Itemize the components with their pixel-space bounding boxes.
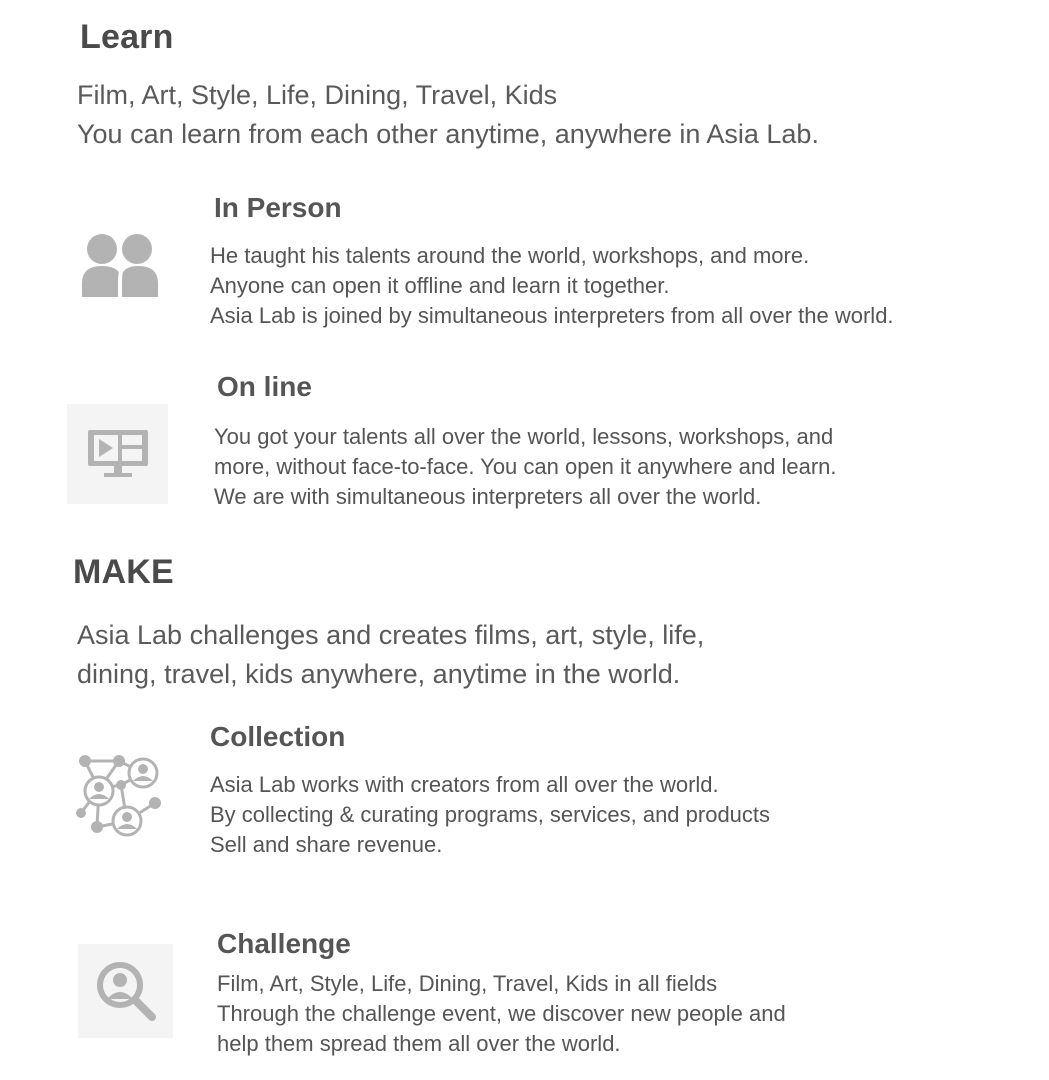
learn-lead-line: Film, Art, Style, Life, Dining, Travel, Kids: [77, 80, 558, 110]
in-person-line: Anyone can open it offline and learn it together.: [210, 273, 670, 298]
challenge-line: Film, Art, Style, Life, Dining, Travel, Kids in all fields: [217, 971, 718, 996]
in-person-title: In Person: [214, 192, 342, 223]
on-line-text: [214, 422, 837, 512]
challenge-title: Challenge: [217, 928, 351, 959]
people-icon: [78, 230, 162, 302]
challenge-line: help them spread them all over the world.: [217, 1031, 621, 1056]
collection-line: Sell and share revenue.: [210, 832, 443, 857]
collection-text: [210, 770, 770, 860]
learn-heading: Learn: [80, 18, 174, 56]
learn-lead: [77, 76, 819, 154]
in-person-line: Asia Lab is joined by simultaneous interpreters from all over the world.: [210, 303, 894, 328]
on-line-line: more, without face-to-face. You can open it anywhere and learn.: [214, 454, 837, 479]
on-line-title: On line: [217, 371, 312, 402]
collection-title: Collection: [210, 721, 346, 752]
on-line-line: We are with simultaneous interpreters all over the world.: [214, 484, 762, 509]
make-lead-line: dining, travel, kids anywhere, anytime in the world.: [77, 659, 681, 689]
challenge-line: Through the challenge event, we discover new people and: [217, 1001, 786, 1026]
search-person-icon: [78, 944, 173, 1038]
make-heading: MAKE: [73, 553, 174, 591]
in-person-text: [210, 241, 894, 331]
learn-lead-line: You can learn from each other anytime, anywhere in Asia Lab.: [77, 119, 819, 149]
collection-line: By collecting & curating programs, services, and products: [210, 802, 771, 827]
network-people-icon: [74, 750, 164, 840]
make-lead-line: Asia Lab challenges and creates films, art, style, life,: [77, 620, 705, 650]
collection-line: Asia Lab works with creators from all over the world.: [210, 772, 719, 797]
in-person-line: He taught his talents around the world, workshops, and more.: [210, 243, 810, 268]
video-monitor-icon: [67, 404, 168, 504]
on-line-line: You got your talents all over the world, lessons, workshops, and: [214, 424, 834, 449]
make-lead: [77, 616, 704, 694]
challenge-text: [217, 969, 786, 1059]
